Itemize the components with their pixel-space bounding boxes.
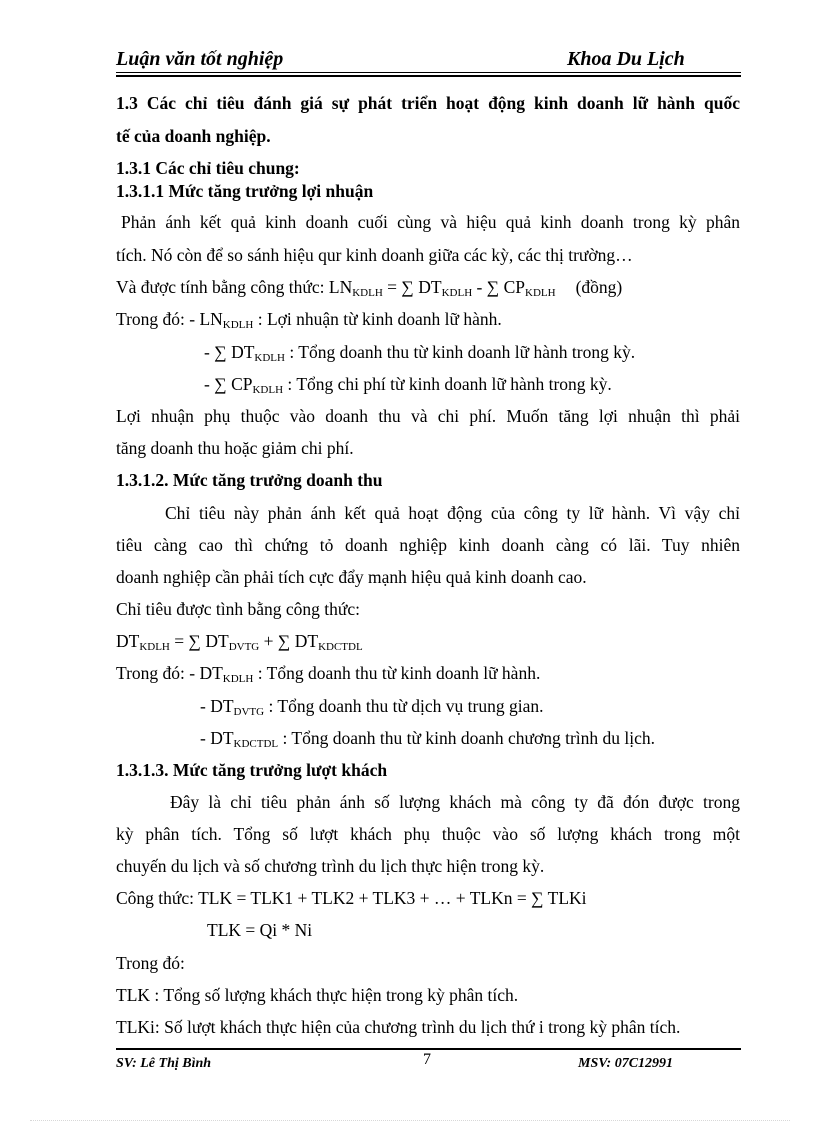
guest-formula: Công thức: TLK = TLK1 + TLK2 + TLK3 + … + TLKn = ∑ TLKi <box>116 888 587 908</box>
definition-line: Trong đó: - $DT_{KDLH}$ : Tổng doanh thu từ kinh doanh lữ hành. <box>116 663 541 685</box>
definition-line: TLK : Tổng số lượng khách thực hiện trong kỳ phân tích. <box>116 985 519 1005</box>
paragraph-line: tích. Nó còn để so sánh hiệu qur kinh doanh giữa các kỳ, các thị trường… <box>116 245 633 265</box>
subsubsection-title-2: 1.3.1.2. Mức tăng trưởng doanh thu <box>116 470 383 490</box>
header-rule <box>116 72 741 73</box>
paragraph-line: chuyến du lịch và số chương trình du lịch thực hiện trong kỳ. <box>116 856 545 876</box>
paragraph-line: tiêu càng cao thì chứng tỏ doanh nghiệp kinh doanh càng có lãi. Tuy nhiên <box>116 535 740 555</box>
definition-line: - ∑ $CP_{KDLH}$ : Tổng chi phí từ kinh doanh lữ hành trong kỳ. <box>204 374 612 396</box>
paragraph-line: tăng doanh thu hoặc giảm chi phí. <box>116 438 354 458</box>
footer-msv: MSV: 07C12991 <box>578 1056 674 1071</box>
header-left: Luận văn tốt nghiệp <box>116 48 284 70</box>
header-rule-thick <box>116 75 741 77</box>
subsection-title: 1.3.1 Các chỉ tiêu chung: <box>116 158 300 178</box>
definition-line: - $DT_{DVTG}$ : Tổng doanh thu từ dịch vụ trung gian. <box>200 696 544 718</box>
paragraph-line: doanh nghiệp cần phải tích cực đẩy mạnh hiệu quả kinh doanh cao. <box>116 567 587 587</box>
page-number: 7 <box>423 1051 431 1068</box>
paragraph-line: Phản ánh kết quả kinh doanh cuối cùng và hiệu quả kinh doanh trong kỳ phân <box>121 212 740 232</box>
footer-student: SV: Lê Thị Bình <box>116 1056 212 1071</box>
profit-formula: Và được tính bằng công thức: $LN_{KDLH}$ = ∑ $DT_{KDLH}$ - ∑ $CP_{KDLH}$ (đồng) <box>116 277 623 299</box>
paragraph-line: Trong đó: <box>116 953 185 973</box>
paragraph-line: Đây là chỉ tiêu phản ánh số lượng khách mà công ty đã đón được trong <box>170 792 740 812</box>
header-right: Khoa Du Lịch <box>567 48 685 70</box>
definition-line: - ∑ $DT_{KDLH}$ : Tổng doanh thu từ kinh doanh lữ hành trong kỳ. <box>204 342 636 364</box>
footer-rule <box>116 1048 741 1050</box>
subsubsection-title-1: 1.3.1.1 Mức tăng trưởng lợi nhuận <box>116 181 374 201</box>
section-heading-line2: tế của doanh nghiệp. <box>116 126 271 146</box>
definition-line: Trong đó: - $LN_{KDLH}$ : Lợi nhuận từ kinh doanh lữ hành. <box>116 309 502 331</box>
definition-line: - $DT_{KDCTDL}$ : Tổng doanh thu từ kinh doanh chương trình du lịch. <box>200 728 656 750</box>
guest-formula-2: TLK = Qi * Ni <box>207 920 313 940</box>
page-edge <box>30 1120 790 1121</box>
subsubsection-title-3: 1.3.1.3. Mức tăng trưởng lượt khách <box>116 760 388 780</box>
section-heading-line1: 1.3 Các chỉ tiêu đánh giá sự phát triển hoạt động kinh doanh lữ hành quốc <box>116 93 740 113</box>
paragraph-line: Lợi nhuận phụ thuộc vào doanh thu và chi phí. Muốn tăng lợi nhuận thì phải <box>116 406 740 426</box>
definition-line: TLKi: Số lượt khách thực hiện của chương trình du lịch thứ i trong kỳ phân tích. <box>116 1017 681 1037</box>
paragraph-line: Chỉ tiêu được tình bằng công thức: <box>116 599 361 619</box>
paragraph-line: kỳ phân tích. Tổng số lượt khách phụ thuộc vào số lượng khách trong một <box>116 824 740 844</box>
paragraph-line: Chỉ tiêu này phản ánh kết quả hoạt động của công ty lữ hành. Vì vậy chỉ <box>165 503 740 523</box>
revenue-formula: $DT_{KDLH}$ = ∑ $DT_{DVTG}$ + ∑ $DT_{KDCTDL}$ <box>116 631 363 653</box>
